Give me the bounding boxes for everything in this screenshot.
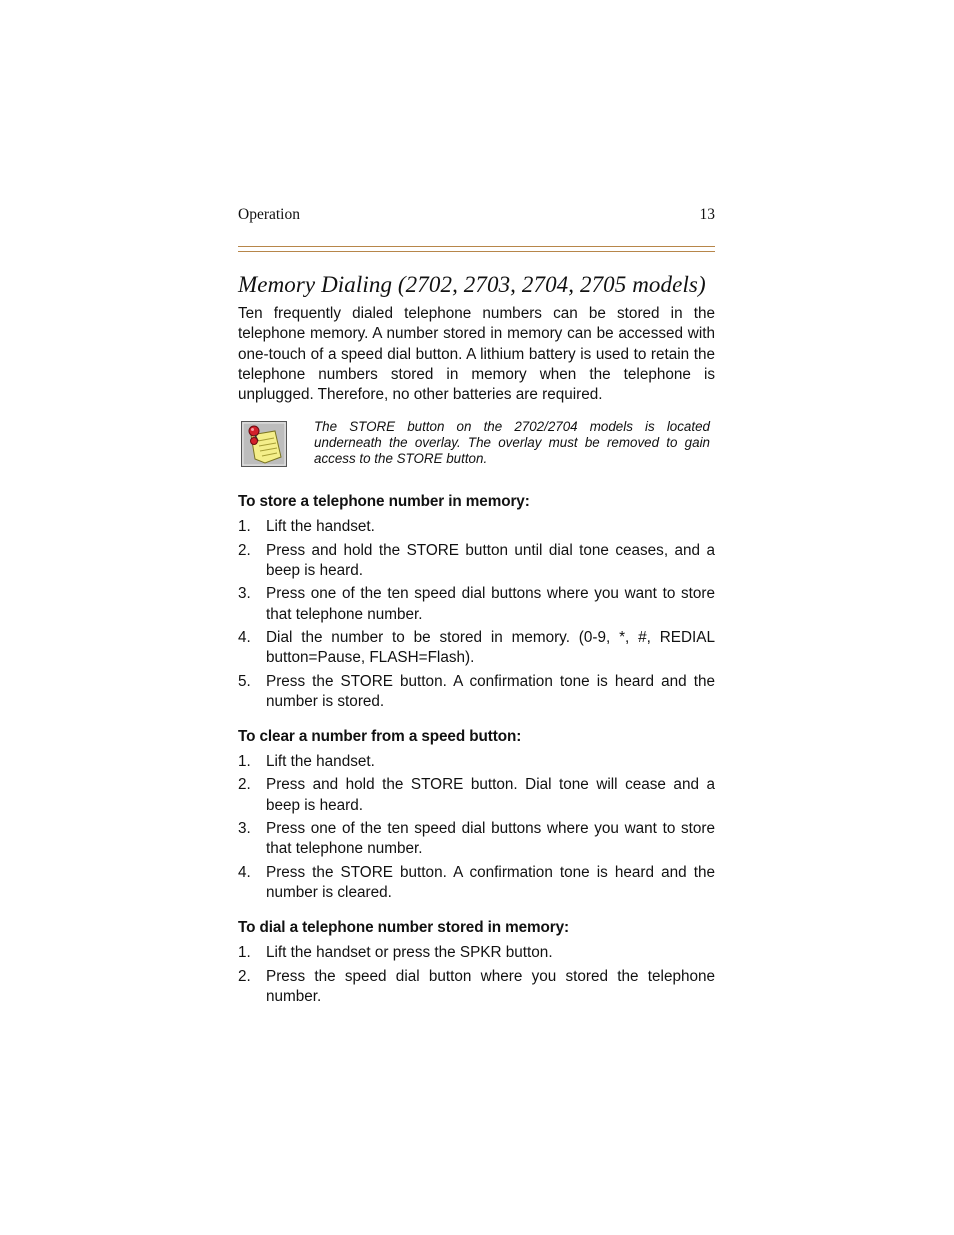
- list-item: [238, 517, 715, 537]
- header-rule-top: [238, 246, 715, 247]
- page-content: [238, 272, 715, 1010]
- page-title: Memory Dialing (2702, 2703, 2704, 2705 models): [238, 272, 706, 297]
- step-text: Press the speed dial button where you stored the telephone number.: [266, 967, 715, 1005]
- step-text: Press the STORE button. A confirmation tone is heard and the number is stored.: [266, 672, 715, 710]
- step-text: Press the STORE button. A confirmation tone is heard and the number is cleared.: [266, 863, 715, 901]
- running-header: [238, 204, 715, 226]
- step-number: 4.: [238, 863, 251, 881]
- dial-number-steps: [238, 943, 715, 1007]
- step-text: Dial the number to be stored in memory. (0-9, *, #, REDIAL button=Pause, FLASH=Flash).: [266, 628, 715, 667]
- step-number: 1.: [238, 753, 251, 771]
- step-text: Press and hold the STORE button. Dial tone will cease and a beep is heard.: [266, 776, 715, 814]
- page-number: 13: [699, 206, 715, 223]
- dial-number-heading: To dial a telephone number stored in memory:: [238, 919, 570, 937]
- step-number: 2.: [238, 776, 251, 794]
- store-number-steps: [238, 517, 715, 712]
- list-item: [238, 584, 715, 625]
- list-item: [238, 752, 715, 772]
- notepad-pushpin-icon: [241, 421, 287, 467]
- note-callout: [238, 419, 715, 477]
- list-item: [238, 672, 715, 713]
- step-number: 4.: [238, 628, 251, 646]
- list-item: [238, 863, 715, 904]
- header-section-name: Operation: [238, 206, 300, 223]
- list-item: [238, 775, 715, 816]
- list-item: [238, 967, 715, 1008]
- step-text: Press one of the ten speed dial buttons where you want to store that telephone number.: [266, 820, 715, 858]
- step-number: 2.: [238, 967, 251, 985]
- header-rule-bottom: [238, 251, 715, 252]
- step-text: Lift the handset.: [266, 753, 375, 771]
- store-number-heading: To store a telephone number in memory:: [238, 493, 530, 511]
- step-number: 1.: [238, 944, 251, 962]
- step-text: Press one of the ten speed dial buttons where you want to store that telephone number.: [266, 585, 715, 623]
- list-item: [238, 943, 715, 963]
- clear-number-steps: [238, 752, 715, 903]
- clear-number-heading: To clear a number from a speed button:: [238, 728, 522, 746]
- note-text: The STORE button on the 2702/2704 models is located underneath the overlay. The overlay must be removed to gain access to the STORE button.: [314, 419, 710, 467]
- step-number: 3.: [238, 820, 251, 838]
- step-number: 1.: [238, 518, 251, 536]
- list-item: [238, 819, 715, 860]
- list-item: [238, 628, 715, 669]
- step-text: Lift the handset.: [266, 518, 375, 536]
- step-number: 5.: [238, 672, 251, 690]
- intro-paragraph: Ten frequently dialed telephone numbers can be stored in the telephone memory. A number stored in memory can be accessed with one-touch of a speed dial button. A lithium battery is used to retain the telephone numbers stored in memory when the telephone is unplugged. Therefore, no other batteries are required.: [238, 305, 715, 404]
- step-number: 3.: [238, 585, 251, 603]
- step-text: Lift the handset or press the SPKR button.: [266, 944, 553, 962]
- step-number: 2.: [238, 541, 251, 559]
- step-text: Press and hold the STORE button until dial tone ceases, and a beep is heard.: [266, 541, 715, 580]
- list-item: [238, 541, 715, 582]
